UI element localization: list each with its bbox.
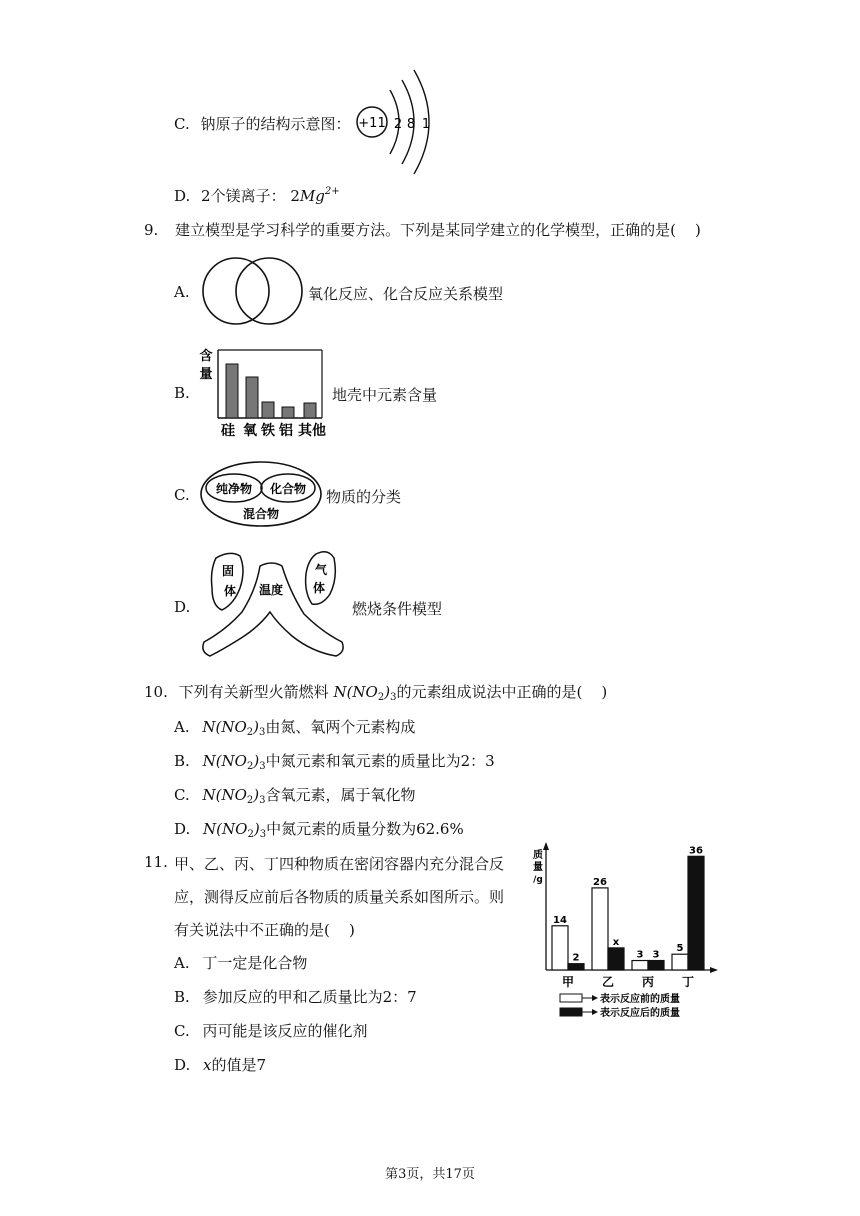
rocket-fuel-formula: $N(NO_2)_3$ xyxy=(333,683,397,703)
q10-option-b xyxy=(174,750,495,772)
option-text: 含氧元素，属于氧化物 xyxy=(265,786,416,804)
pure-substance-label: 纯净物 xyxy=(215,482,253,496)
q9-option-b-label: B. xyxy=(174,384,190,402)
bar-before-3 xyxy=(672,954,688,970)
nucleus-charge: +11 xyxy=(358,116,386,131)
category-label-1: 乙 xyxy=(601,975,615,989)
combustion-condition-diagram xyxy=(200,548,350,662)
q10-option-c xyxy=(174,784,416,806)
bar-value-label-before-2: 3 xyxy=(636,949,644,961)
category-other: 其他 xyxy=(298,423,326,438)
option-label: D. xyxy=(174,187,191,205)
answer-paren: ( ) xyxy=(670,221,701,239)
q9-option-b-text: 地壳中元素含量 xyxy=(332,386,438,404)
option-text: 的值是7 xyxy=(211,1056,267,1074)
q11-option-b xyxy=(174,986,417,1007)
mass-bar-chart xyxy=(524,842,724,1026)
formula: $N(NO_2)_3$ xyxy=(202,752,266,772)
option-label: B. xyxy=(174,988,190,1006)
ylabel-char-2: 量 xyxy=(533,862,543,873)
gas-leaf xyxy=(306,552,336,605)
page-footer: 第3页，共17页 xyxy=(385,1167,475,1182)
bar-before-2 xyxy=(632,961,648,970)
bar-after-1 xyxy=(608,948,624,970)
option-label: C. xyxy=(174,1022,190,1040)
gas-char-2: 体 xyxy=(312,581,326,595)
q11-option-c xyxy=(174,1020,368,1041)
category-aluminum: 铝 xyxy=(279,423,293,438)
q8-option-c xyxy=(174,113,351,134)
option-label: A. xyxy=(174,954,190,972)
legend-after-swatch xyxy=(560,1008,582,1016)
option-text: 由氮、氧两个元素构成 xyxy=(265,718,416,736)
bar-value-label-before-0: 14 xyxy=(553,914,567,926)
option-text: 参加反应的甲和乙质量比为2：7 xyxy=(202,988,417,1006)
q9-option-d-label: D. xyxy=(174,598,191,616)
option-text: 钠原子的结构示意图： xyxy=(200,115,351,133)
option-label: D. xyxy=(174,820,191,838)
q10-stem xyxy=(144,681,607,703)
venn-diagram xyxy=(198,256,306,326)
option-text: 丁一定是化合物 xyxy=(202,954,308,972)
formula: $N(NO_2)_3$ xyxy=(202,718,266,738)
shell-3-electrons: 1 xyxy=(421,117,431,132)
bar-value-label-after-2: 3 xyxy=(652,949,660,961)
temperature-label: 温度 xyxy=(258,583,284,597)
option-text: 丙可能是该反应的催化剂 xyxy=(202,1022,368,1040)
bar-value-label-after-3: 36 xyxy=(689,845,703,857)
bar-value-label-after-1: x xyxy=(612,936,620,948)
bar-value-label-before-1: 26 xyxy=(593,876,607,888)
formula: $N(NO_2)_3$ xyxy=(202,786,266,806)
question-text-post: 的元素组成说法中正确的是 xyxy=(396,683,577,701)
substance-classification-diagram xyxy=(199,460,323,528)
ylabel-char-2: 量 xyxy=(199,367,213,382)
option-text: 2个镁离子： xyxy=(201,187,286,205)
bar-after-0 xyxy=(568,964,584,970)
option-label: C. xyxy=(174,115,190,133)
category-label-2: 丙 xyxy=(641,975,655,989)
option-text: 中氮元素和氧元素的质量比为2：3 xyxy=(265,752,495,770)
solid-char-2: 体 xyxy=(223,584,237,598)
ylabel-char-1: 含 xyxy=(199,349,213,364)
option-text: 中氮元素的质量分数为62.6% xyxy=(266,820,464,838)
bar-before-0 xyxy=(552,926,568,970)
shell-2-electrons: 8 xyxy=(406,117,416,132)
legend-after-label: 表示反应后的质量 xyxy=(600,1008,680,1019)
question-text-pre: 下列有关新型火箭燃料 xyxy=(178,683,329,701)
q9-option-d-text: 燃烧条件模型 xyxy=(352,600,443,618)
option-label: D. xyxy=(174,1056,191,1074)
q11-option-a xyxy=(174,952,307,973)
bar-silicon xyxy=(226,364,238,418)
x-axis-arrow xyxy=(710,967,718,973)
category-iron: 铁 xyxy=(261,423,275,438)
question-number: 10. xyxy=(144,683,168,701)
q9-stem xyxy=(144,219,701,240)
bar-after-3 xyxy=(688,856,704,970)
q11-option-d xyxy=(174,1054,266,1075)
ylabel-unit: /g xyxy=(533,875,543,885)
category-label-0: 甲 xyxy=(561,975,575,989)
magnesium-ion-formula: $2Mg^{2+}$ xyxy=(290,186,340,205)
bar-value-label-before-3: 5 xyxy=(676,943,684,955)
bar-aluminum xyxy=(282,407,294,418)
shell-1-electrons: 2 xyxy=(393,117,403,132)
formula: $N(NO_2)_3$ xyxy=(203,820,267,840)
category-labels xyxy=(562,974,694,989)
bars-group xyxy=(552,845,704,970)
q9-option-a-text: 氧化反应、化合反应关系模型 xyxy=(308,285,504,303)
solid-char-1: 固 xyxy=(221,564,235,578)
q8-option-d xyxy=(174,185,340,206)
q10-option-a xyxy=(174,716,415,738)
answer-paren: ( ) xyxy=(576,683,608,701)
sodium-atom-diagram xyxy=(350,66,440,178)
question-number: 9. xyxy=(144,221,159,239)
q11-stem-line-3: 有关说法中不正确的是( ) xyxy=(174,921,355,939)
option-label: A. xyxy=(174,718,190,736)
crust-element-bar-diagram xyxy=(196,346,332,438)
q10-option-d xyxy=(174,818,464,840)
legend-before-swatch xyxy=(560,994,582,1002)
ylabel-char-1: 质 xyxy=(533,850,543,861)
answer-paren: ( ) xyxy=(324,921,355,939)
mixture-label: 混合物 xyxy=(242,507,280,521)
q9-option-a-label: A. xyxy=(174,283,190,301)
question-text: 建立模型是学习科学的重要方法。下列是某同学建立的化学模型，正确的是 xyxy=(175,221,671,239)
bar-oxygen xyxy=(246,377,258,418)
compound-label: 化合物 xyxy=(269,482,307,496)
q9-option-c-label: C. xyxy=(174,486,190,504)
gas-char-1: 气 xyxy=(314,563,328,577)
bar-after-2 xyxy=(648,961,664,970)
variable-x: x xyxy=(203,1056,212,1074)
bar-value-label-after-0: 2 xyxy=(572,952,580,964)
q9-option-c-text: 物质的分类 xyxy=(326,488,402,506)
q11-stem-line-2: 应，测得反应前后各物质的质量关系如图所示。则 xyxy=(174,888,505,906)
q11-stem-line-1: 甲、乙、丙、丁四种物质在密闭容器内充分混合反 xyxy=(174,855,505,873)
solid-leaf xyxy=(212,553,244,610)
option-label: C. xyxy=(174,786,190,804)
legend-before-label: 表示反应前的质量 xyxy=(600,994,680,1005)
category-silicon: 硅 xyxy=(221,423,235,438)
bar-other xyxy=(304,403,316,418)
bar-before-1 xyxy=(592,888,608,970)
bar-iron xyxy=(262,402,274,418)
category-label-3: 丁 xyxy=(681,975,695,989)
option-label: B. xyxy=(174,752,190,770)
y-axis-arrow xyxy=(543,842,549,850)
category-oxygen: 氧 xyxy=(243,423,257,438)
q11-number: 11. xyxy=(144,853,168,871)
